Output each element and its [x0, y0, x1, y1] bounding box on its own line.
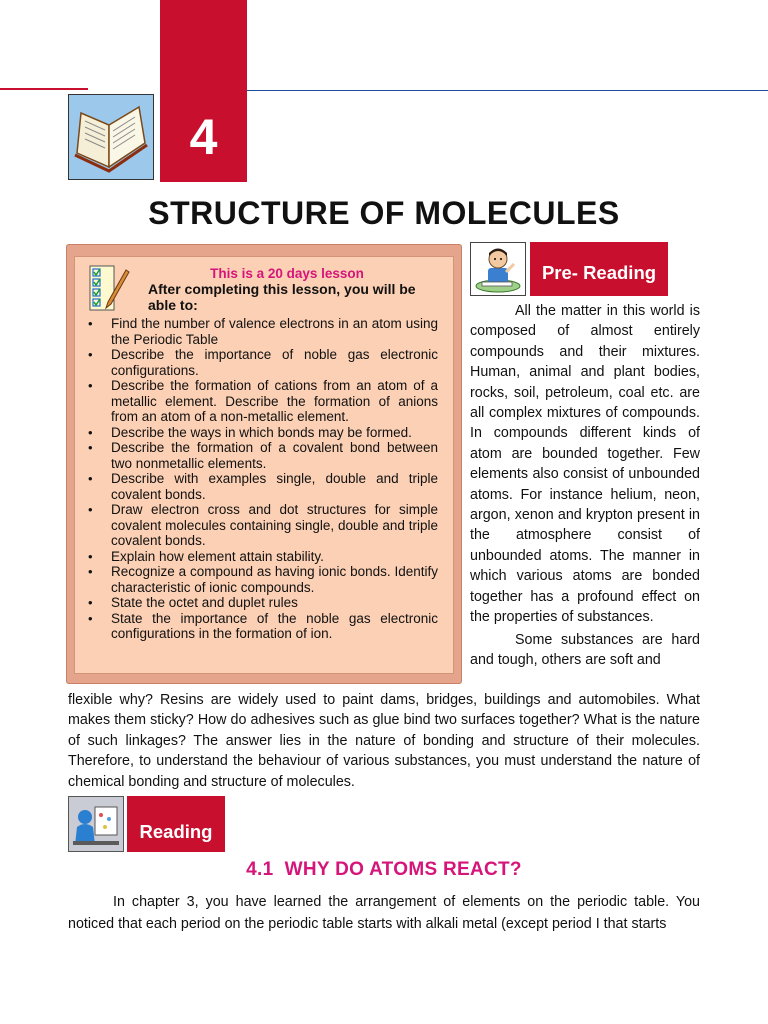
intro-paragraph-start: Some substances are hard and tough, others are soft and — [470, 631, 700, 668]
list-item: • Recognize a compound as having ionic bonds. Identify characteristic of ionic compounds. — [88, 564, 438, 595]
header-rule-blue — [247, 90, 768, 91]
reading-student-icon — [68, 796, 124, 852]
list-item: • Describe the formation of cations from an atom of a metallic element. Describe the formation of anions from an atom of a non-metallic element. — [88, 378, 438, 425]
list-item: • Explain how element attain stability. — [88, 549, 438, 565]
open-book-icon — [68, 94, 154, 180]
list-item: • State the octet and duplet rules — [88, 595, 438, 611]
objectives-duration: This is a 20 days lesson — [210, 266, 364, 281]
student-thinking-icon — [470, 242, 526, 296]
list-item: • Find the number of valence electrons in an atom using the Periodic Table — [88, 316, 438, 347]
section-paragraph: In chapter 3, you have learned the arrangement of elements on the periodic table. You noticed that each period on the periodic table starts with alkali metal (except period I that starts — [68, 894, 700, 932]
list-item: • State the importance of the noble gas electronic configurations in the formation of ion. — [88, 611, 438, 642]
list-item: • Describe the importance of noble gas electronic configurations. — [88, 347, 438, 378]
objectives-intro: After completing this lesson, you will be able to: — [148, 281, 416, 313]
section-heading: 4.1 WHY DO ATOMS REACT? — [246, 859, 522, 880]
intro-text-column — [470, 301, 700, 670]
intro-paragraph-continued: flexible why? Resins are widely used to paint dams, bridges, buildings and automobiles. What makes them sticky? How do adhesives such as glue bind two surfaces together? What is the nature of such linkages? The answer lies in the nature of bonding and structure of their molecules. Therefore, to understand the behaviour of various substances, you must understand the nature of chemical bonding and structure of molecules. — [68, 692, 700, 790]
objectives-list — [88, 316, 438, 642]
intro-paragraph: All the matter in this world is composed of almost entirely compounds and their mixtures. Human, animal and plant bodies, rocks, soil, petroleum, coal etc. are all complex mixtures of compounds. In compounds different kinds of atom are bounded together. Few elements also consist of unbounded atoms. For instance helium, neon, argon, xenon and krypton present in the atmosphere consist of unbounded atoms. The manner in which various atoms are bonded together has a profound effect on the properties of substances. — [470, 303, 700, 626]
list-item: • Describe the ways in which bonds may be formed. — [88, 425, 438, 441]
list-item: • Draw electron cross and dot structures for simple covalent molecules containing single, double and triple covalent bonds. — [88, 502, 438, 549]
reading-label: Reading — [139, 821, 213, 842]
pre-reading-label: Pre- Reading — [541, 262, 657, 283]
list-item: • Describe with examples single, double and triple covalent bonds. — [88, 471, 438, 502]
chapter-title: STRUCTURE OF MOLECULES — [148, 195, 620, 231]
chapter-number: 4 — [189, 109, 218, 165]
checklist-pencil-icon — [88, 264, 130, 312]
list-item: • Describe the formation of a covalent bond between two nonmetallic elements. — [88, 440, 438, 471]
header-rule-red — [0, 88, 88, 90]
